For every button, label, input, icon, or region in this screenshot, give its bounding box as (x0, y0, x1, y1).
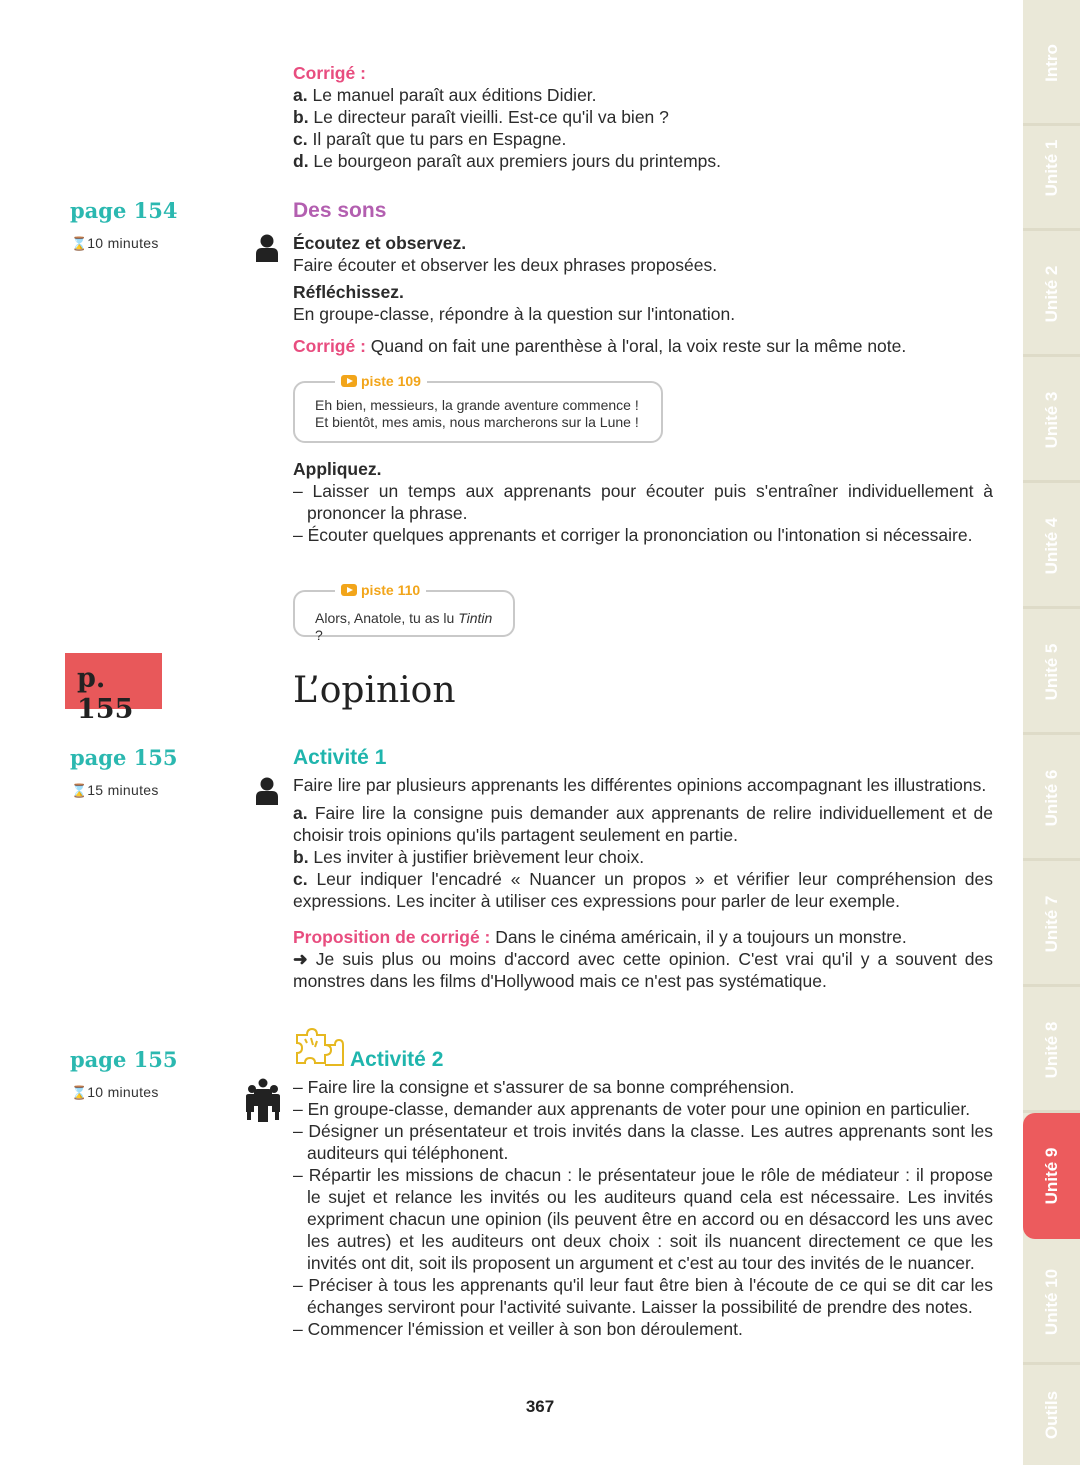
activity-intro: Faire lire par plusieurs apprenants les différentes opinions accompagnant les illustrations. (293, 775, 987, 795)
tab-unite-6[interactable] (1023, 735, 1080, 861)
instruction-text: Faire écouter et observer les deux phrases proposées. (293, 255, 718, 275)
proposition-answer: Je suis plus ou moins d'accord avec cette opinion. C'est vrai qu'il y a souvent des monstres dans les films d'Hollywood mais ce n'est pas systématique. (293, 949, 993, 991)
tab-label: Unité 3 (1041, 391, 1061, 449)
sons-section (293, 198, 993, 357)
page-ref: page 155 (70, 745, 178, 770)
activite2-section (293, 1047, 993, 1340)
page-ref: page 154 (70, 198, 178, 223)
item-text: Le bourgeon paraît aux premiers jours du printemps. (308, 151, 722, 171)
corrige-text: Quand on fait une parenthèse à l'oral, la voix reste sur la même note. (365, 336, 907, 356)
page-title: L’opinion (293, 670, 456, 711)
list-item: – Faire lire la consigne et s'assurer de sa bonne compréhension. (293, 1077, 795, 1097)
hourglass-icon: ⌛ (71, 237, 88, 252)
tab-label: Unité 4 (1041, 517, 1061, 575)
activity-step (293, 802, 993, 846)
corrige-label: Corrigé : (293, 63, 366, 83)
tab-label: Unité 5 (1041, 643, 1061, 701)
audio-track-label[interactable] (335, 373, 427, 390)
tab-unite-4[interactable] (1023, 483, 1080, 609)
tab-label: Unité 7 (1041, 895, 1061, 953)
corrige-item (293, 106, 993, 128)
item-letter: a. (293, 85, 308, 105)
item-text: Le directeur paraît vieilli. Est-ce qu'il va bien ? (308, 107, 669, 127)
top-corrige-block (293, 62, 993, 172)
activite1-section (293, 745, 993, 992)
play-icon (341, 375, 357, 387)
item-letter: a. (293, 803, 308, 823)
duration (71, 782, 159, 799)
duration-text: 10 minutes (87, 1084, 159, 1100)
activity-heading: Activité 1 (293, 746, 387, 769)
proposition-label: Proposition de corrigé : (293, 927, 491, 947)
tab-label: Unité 2 (1041, 265, 1061, 323)
person-icon (256, 234, 278, 262)
item-letter: b. (293, 847, 309, 867)
transcript-line: Eh bien, messieurs, la grande aventure commence ! (315, 397, 639, 413)
audio-box (293, 582, 515, 643)
duration (71, 1084, 159, 1101)
transcript-title: Tintin (458, 610, 493, 626)
proposition-block (293, 926, 993, 992)
item-text: Il paraît que tu pars en Espagne. (307, 129, 567, 149)
item-letter: d. (293, 151, 309, 171)
group-icon (246, 1078, 280, 1122)
transcript-text: Alors, Anatole, tu as lu (315, 610, 459, 626)
tab-unite-1[interactable] (1023, 105, 1080, 231)
list-item: – Commencer l'émission et veiller à son bon déroulement. (293, 1319, 743, 1339)
item-text: Leur indiquer l'encadré « Nuancer un propos » et vérifier leur compréhension des expressions. Les inciter à utiliser ces expressions pour parler de leur exemple. (293, 869, 993, 911)
tab-label: Intro (1041, 44, 1061, 82)
tab-unite-3[interactable] (1023, 357, 1080, 483)
tab-label: Unité 9 (1041, 1147, 1061, 1205)
tab-unite-2[interactable] (1023, 231, 1080, 357)
tab-label: Outils (1041, 1390, 1061, 1440)
item-text: Les inviter à justifier brièvement leur choix. (308, 847, 645, 867)
tab-label: Unité 6 (1041, 769, 1061, 827)
page-marker-label: p. 155 (77, 663, 134, 725)
tab-unite-10[interactable] (1023, 1239, 1080, 1365)
tab-unite-8[interactable] (1023, 987, 1080, 1113)
page-marker-box (65, 653, 162, 725)
hourglass-icon: ⌛ (71, 1086, 88, 1101)
section-heading: Des sons (293, 199, 387, 222)
activity-step (293, 846, 993, 868)
activity-heading: Activité 2 (350, 1048, 444, 1071)
duration-text: 15 minutes (87, 782, 159, 798)
list-item: – Répartir les missions de chacun : le présentateur joue le rôle de médiateur : il propose le sujet et relance les invités ou les auditeurs quand cela est nécessaire. Les invités expriment chacun une opinion (ils peuvent être en accord ou en désaccord les uns avec les autres) et les auditeurs ont deux choix : soit ils nuancent directement ce que les invités ont dit, soit ils proposent un argument et c'est au tour des invités de le nuancer. (293, 1165, 993, 1273)
audio-track-label[interactable] (335, 582, 426, 599)
item-text: Faire lire la consigne puis demander aux apprenants de relire individuellement et de choisir trois opinions qu'ils partagent seulement en partie. (293, 803, 993, 845)
tab-unite-5[interactable] (1023, 609, 1080, 735)
hourglass-icon: ⌛ (71, 784, 88, 799)
tab-unite-9[interactable] (1023, 1113, 1080, 1239)
tab-label: Unité 8 (1041, 1021, 1061, 1079)
duration (71, 235, 159, 252)
list-item: – Laisser un temps aux apprenants pour écouter puis s'entraîner individuellement à prononcer la phrase. (293, 481, 993, 523)
person-icon (256, 777, 278, 805)
tab-unite-7[interactable] (1023, 861, 1080, 987)
list-item: – Écouter quelques apprenants et corriger la prononciation ou l'intonation si nécessaire. (293, 525, 973, 545)
corrige-item (293, 84, 993, 106)
duration-text: 10 minutes (87, 235, 159, 251)
item-letter: c. (293, 869, 308, 889)
instruction-title: Appliquez. (293, 459, 382, 479)
arrow-icon: ➜ (293, 949, 308, 969)
corrige-item (293, 150, 993, 172)
page-number: 367 (525, 1397, 555, 1416)
audio-box (293, 373, 663, 443)
item-letter: c. (293, 129, 308, 149)
instruction-text: En groupe-classe, répondre à la question sur l'intonation. (293, 304, 736, 324)
corrige-item (293, 128, 993, 150)
transcript-line (315, 610, 503, 644)
track-name: piste 110 (361, 582, 421, 598)
instruction-title: Écoutez et observez. (293, 233, 467, 253)
activity-step (293, 868, 993, 912)
track-name: piste 109 (361, 373, 421, 389)
list-item: – Préciser à tous les apprenants qu'il leur faut être bien à l'écoute de ce qui se dit car les échanges serviront pour l'activité suivante. Laisser la possibilité de prendre des notes. (293, 1275, 993, 1317)
tab-label: Unité 1 (1041, 139, 1061, 197)
corrige-line (293, 335, 993, 357)
list-item: – En groupe-classe, demander aux apprenants de voter pour une opinion en particulier. (293, 1099, 971, 1119)
tab-label: Unité 10 (1041, 1268, 1061, 1336)
corrige-label: Corrigé : (293, 336, 366, 356)
transcript-line: Et bientôt, mes amis, nous marcherons sur la Lune ! (315, 414, 639, 430)
instruction-title: Réfléchissez. (293, 282, 404, 302)
list-item: – Désigner un présentateur et trois invités dans la classe. Les autres apprenants sont les auditeurs qui téléphonent. (293, 1121, 993, 1163)
item-text: Le manuel paraît aux éditions Didier. (307, 85, 597, 105)
proposition-text: Dans le cinéma américain, il y a toujours un monstre. (490, 927, 907, 947)
appliquez-block (293, 458, 993, 546)
item-letter: b. (293, 107, 309, 127)
transcript-text: ? (315, 627, 323, 643)
page-ref: page 155 (70, 1047, 178, 1072)
play-icon (341, 584, 357, 596)
